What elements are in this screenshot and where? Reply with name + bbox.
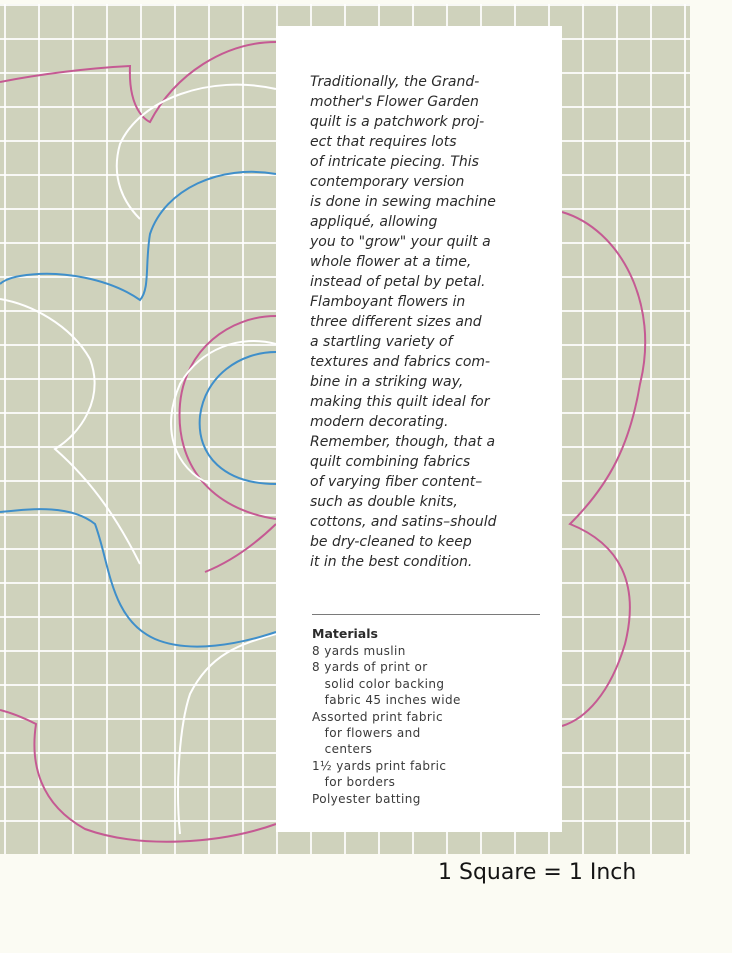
scale-caption: 1 Square = 1 Inch: [438, 860, 637, 885]
blue-flower-outline: [0, 172, 276, 647]
pink-medium-flower-outline: [180, 316, 276, 519]
section-divider: [312, 614, 540, 615]
materials-item: for borders: [312, 775, 396, 790]
materials-item: for flowers and: [312, 726, 421, 741]
materials-item: Polyester batting: [312, 791, 421, 806]
materials-heading: Materials: [312, 626, 378, 641]
materials-item: Assorted print fabric: [312, 709, 443, 724]
materials-item: 8 yards of print or: [312, 660, 428, 675]
materials-item: fabric 45 inches wide: [312, 693, 461, 708]
materials-item: solid color backing: [312, 676, 445, 691]
pink-right-flower-outline: [562, 212, 645, 726]
white-flower-outline: [0, 85, 276, 834]
materials-list: [312, 643, 461, 807]
pattern-grid-panel: [0, 4, 690, 854]
materials-item: 8 yards muslin: [312, 644, 406, 658]
description-card: [276, 26, 562, 832]
pink-large-flower-outline: [0, 42, 276, 842]
intro-paragraph: Traditionally, the Grand- mother's Flower Garden quilt is a patchwork proj- ect that requires lots of intricate piecing. This contemporary version is done in sewing machine appliqué, allowing you to "grow" your quilt a whole flower at a time, instead of petal by petal. Flamboyant flowers in three different sizes and a startling variety of textures and fabrics com- bine in a striking way, making this quilt ideal for modern decorating. Remember, though, that a quilt combining fabrics of varying fiber content– such as double knits, cottons, and satins–should be dry-cleaned to keep it in the best condition.: [310, 74, 497, 570]
materials-item: centers: [312, 742, 373, 757]
materials-item: 1½ yards print fabric: [312, 758, 447, 773]
blue-flower-center-outline: [200, 352, 276, 484]
